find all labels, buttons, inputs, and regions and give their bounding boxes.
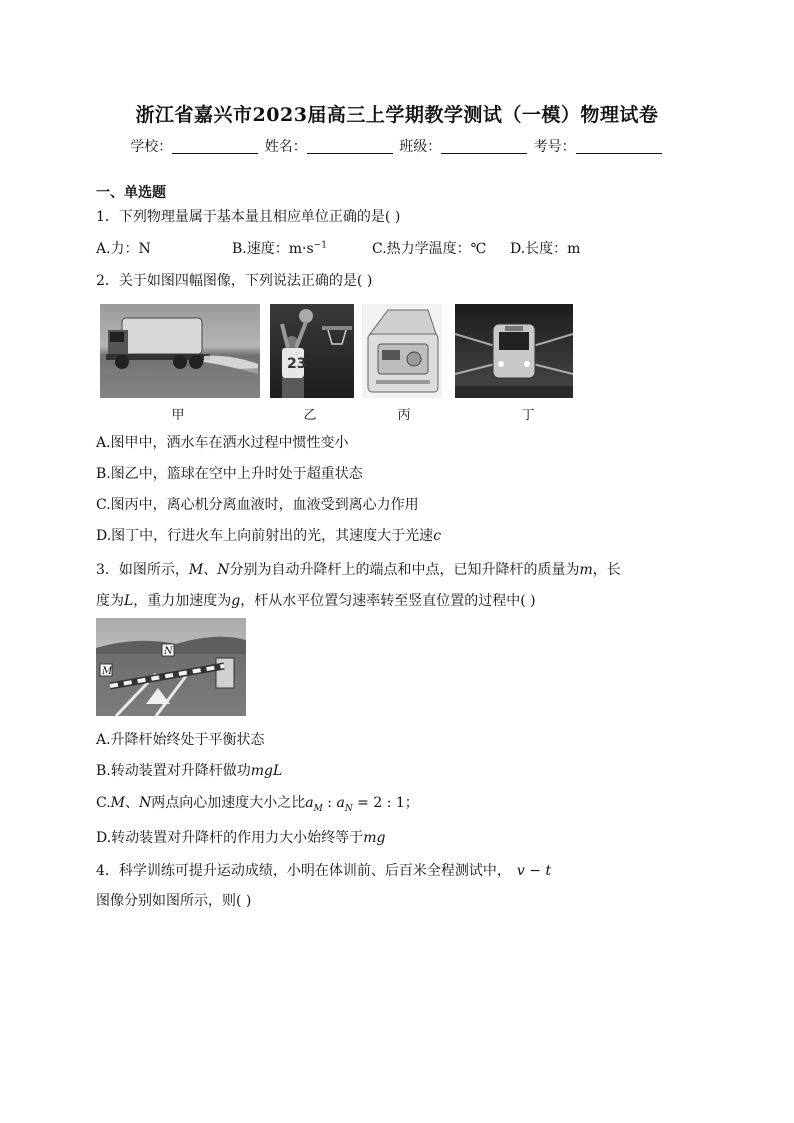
school-label: 学校： — [130, 139, 173, 155]
caption-ding: 丁 — [521, 408, 535, 423]
centrifuge-illustration — [362, 304, 442, 398]
q3-option-d: D.转动装置对升降杆的作用力大小始终等于mg — [96, 830, 386, 846]
q1-option-a: A.力：N — [96, 241, 151, 257]
photo-barrier-gate — [96, 618, 246, 716]
svg-text:23: 23 — [287, 356, 307, 372]
name-label: 姓名： — [264, 139, 307, 155]
q2-option-a: A.图甲中，洒水车在洒水过程中惯性变小 — [96, 435, 349, 451]
exam-number-blank[interactable] — [576, 139, 662, 154]
barrier-gate-illustration — [96, 618, 246, 716]
exam-number-label: 考号： — [533, 139, 576, 155]
q2-stem: 2．关于如图四幅图像，下列说法正确的是( ) — [96, 273, 373, 289]
q4-stem-line2: 图像分别如图所示，则( ) — [96, 893, 252, 909]
photo-label-n: N — [164, 646, 173, 657]
photo-label-m: M — [102, 666, 113, 677]
photo-train — [455, 304, 573, 398]
school-blank[interactable] — [172, 139, 258, 154]
q1-option-b: B.速度：$m\cdot s^{-1}$ — [232, 240, 327, 257]
q3-option-a: A.升降杆始终处于平衡状态 — [96, 732, 265, 748]
q2-option-c: C.图丙中，离心机分离血液时，血液受到离心力作用 — [96, 497, 419, 513]
q2-option-b: B.图乙中，篮球在空中上升时处于超重状态 — [96, 466, 363, 482]
q3-option-c: C.M、N两点向心加速度大小之比$a_M$ : $a_N = 2$ : 1； — [96, 795, 419, 814]
q1-options — [96, 238, 580, 258]
caption-yi: 乙 — [303, 408, 317, 423]
photo-water-truck — [100, 304, 260, 398]
q3-stem-line2: 度为L，重力加速度为g，杆从水平位置匀速率转至竖直位置的过程中( ) — [96, 593, 536, 609]
train-illustration — [455, 304, 573, 398]
class-blank[interactable] — [441, 139, 527, 154]
q1-option-c: C.热力学温度：℃ — [372, 241, 487, 257]
photo-centrifuge — [362, 304, 442, 398]
caption-bing: 丙 — [397, 408, 411, 423]
exam-title: 浙江省嘉兴市2023届高三上学期教学测试（一模）物理试卷 — [135, 104, 659, 126]
water-truck-illustration — [100, 304, 260, 398]
q4-stem-line1: 4．科学训练可提升运动成绩，小明在体训前、后百米全程测试中， v − t — [96, 863, 552, 879]
q3-stem-line1: 3．如图所示，M、N分别为自动升降杆上的端点和中点，已知升降杆的质量为m，长 — [96, 562, 621, 578]
q1-stem: 1．下列物理量属于基本量且相应单位正确的是( ) — [96, 209, 401, 225]
q1-option-d: D.长度：m — [510, 241, 581, 257]
student-info-row — [0, 136, 794, 156]
name-blank[interactable] — [307, 139, 393, 154]
q2-option-d: D.图丁中，行进火车上向前射出的光，其速度大于光速c — [96, 528, 442, 544]
q3-option-b: B.转动装置对升降杆做功mgL — [96, 763, 283, 779]
photo-basketball — [270, 304, 354, 398]
class-label: 班级： — [399, 139, 442, 155]
caption-jia: 甲 — [171, 408, 185, 423]
section-heading: 一、单选题 — [96, 185, 166, 201]
basketball-illustration — [270, 304, 354, 398]
